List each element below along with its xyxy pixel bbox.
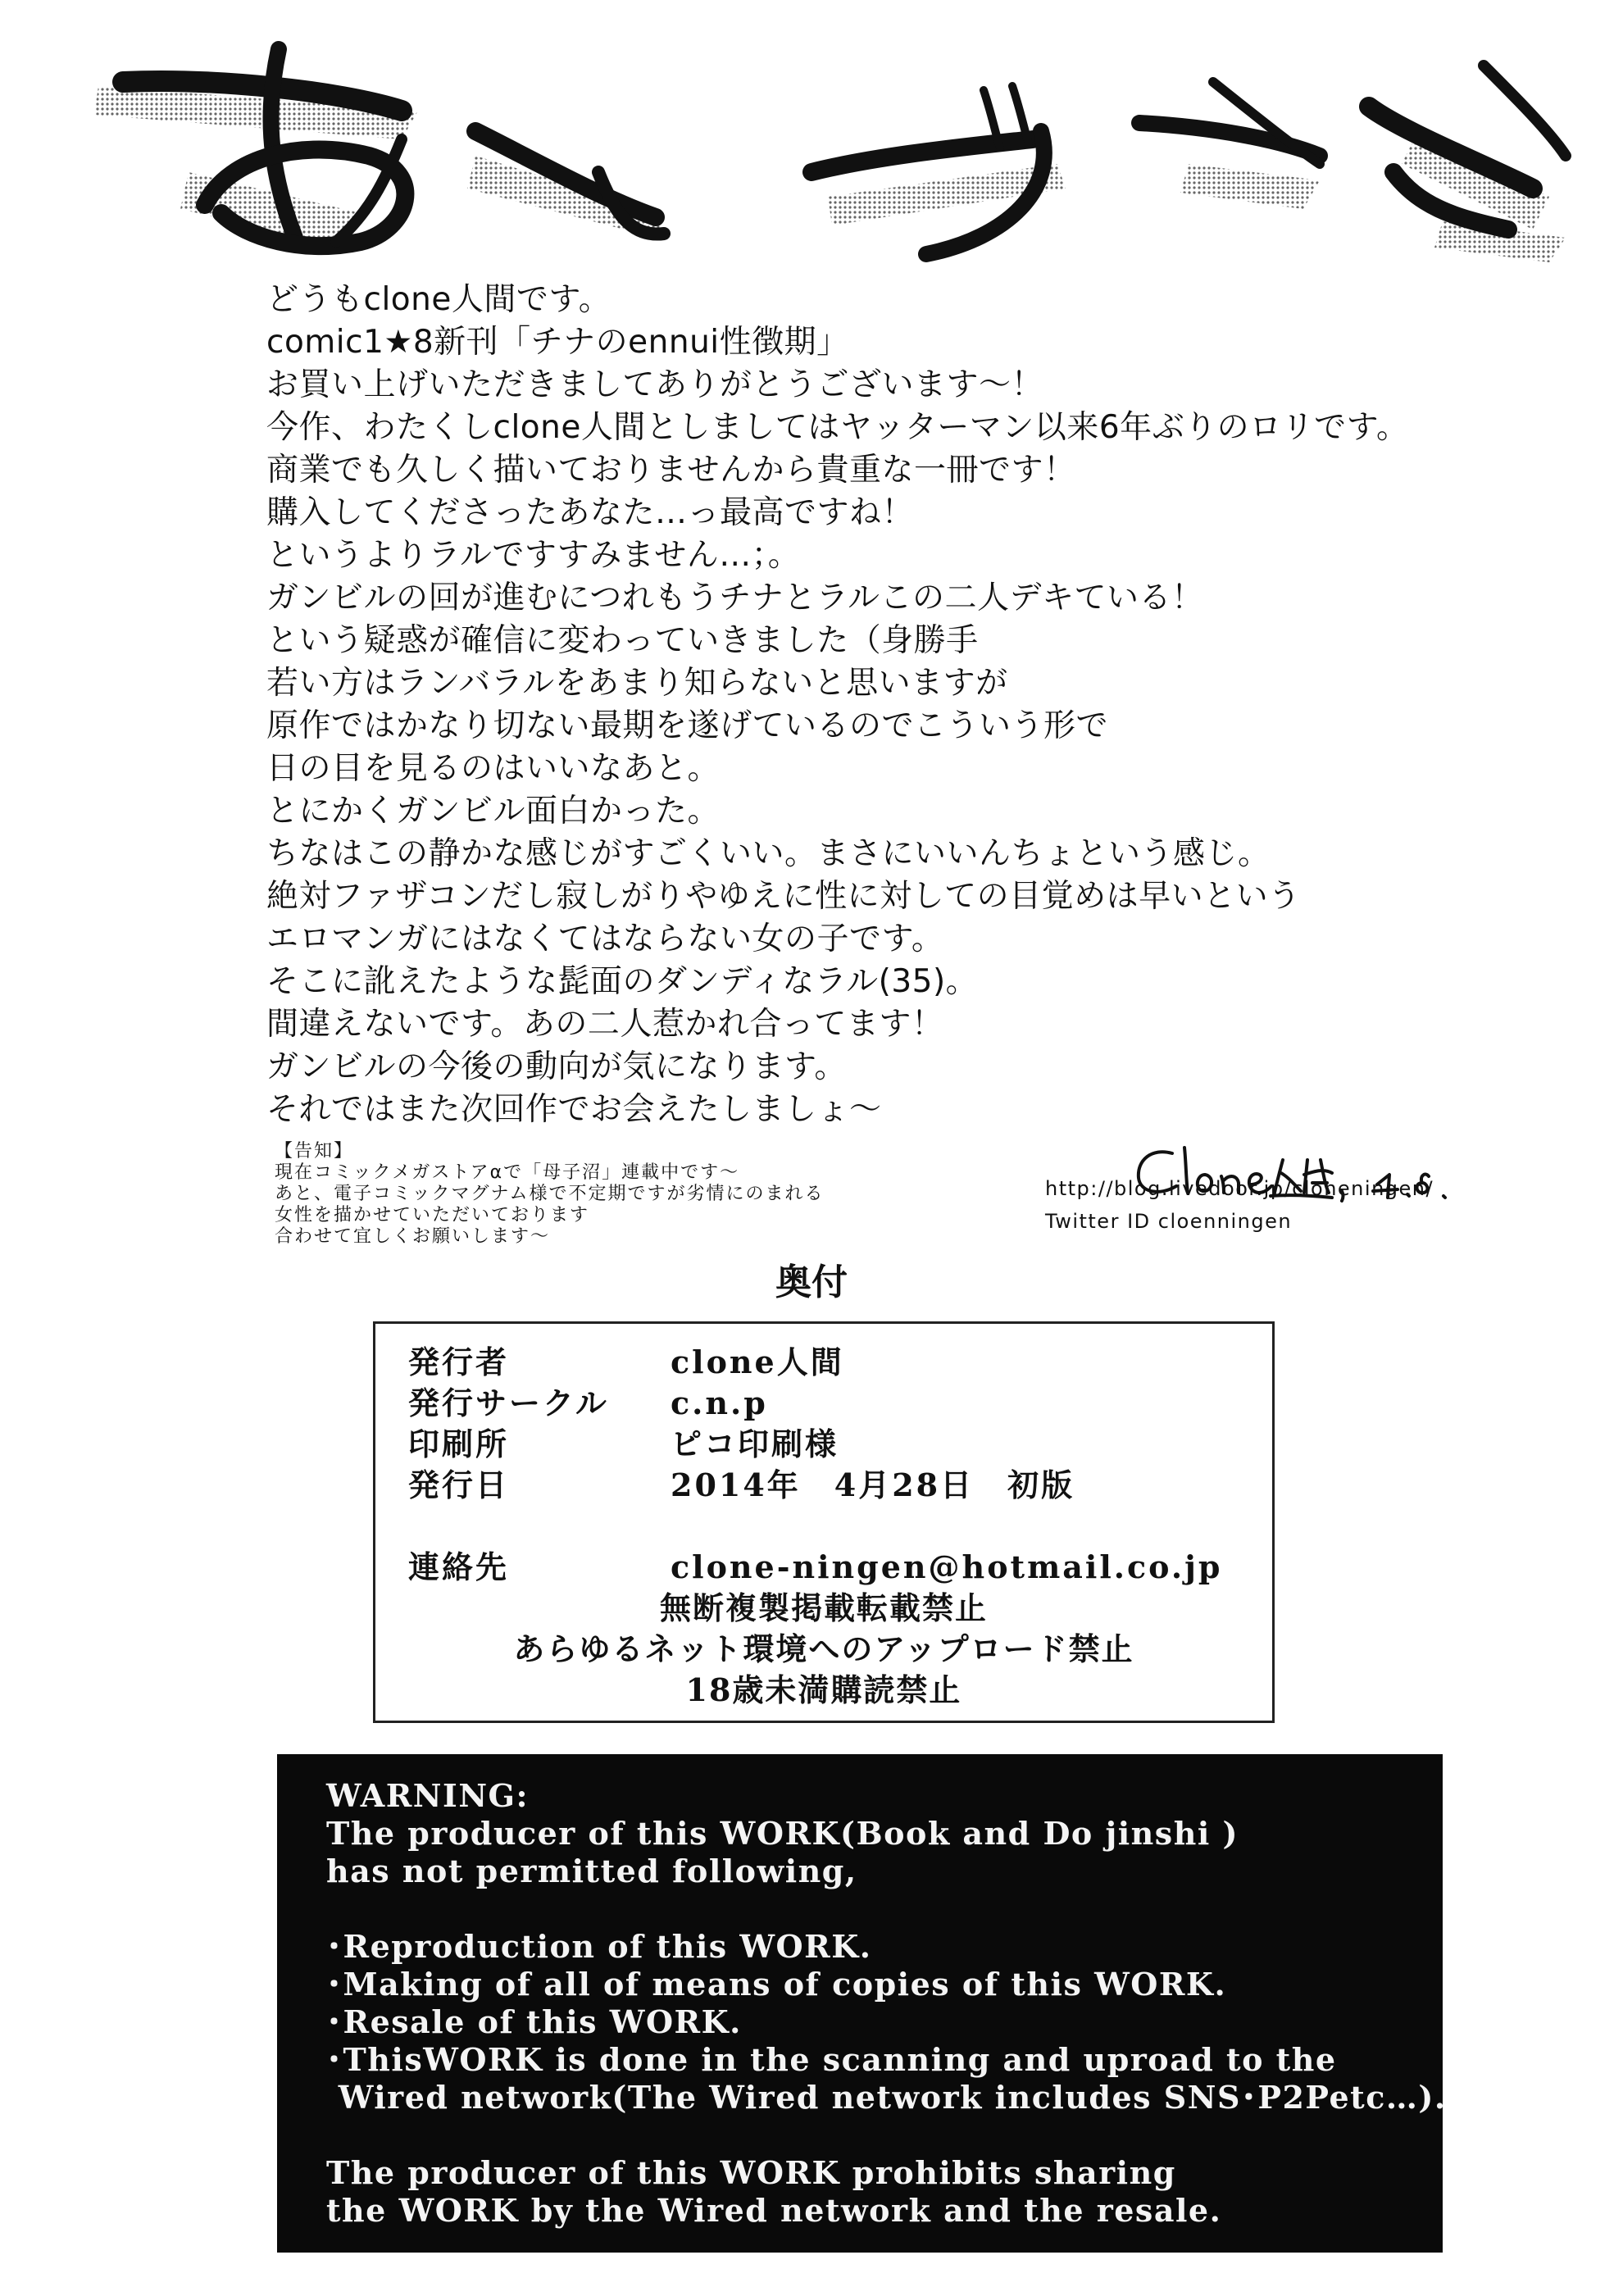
colophon-row-printer — [408, 1424, 839, 1465]
colophon-box — [373, 1321, 1275, 1723]
colophon-value: 2014年 4月28日 初版 — [671, 1466, 1075, 1503]
message-line: 商業でも久しく描いておりませんから貴重な一冊です！ — [266, 452, 1076, 489]
message-line: ガンビルの回が進むにつれもうチナとラルこの二人デキている！ — [266, 580, 1204, 616]
message-line: とにかくガンビル面白かった。 — [266, 793, 721, 830]
warning-item: ･ThisWORK is done in the scanning and uproad to the — [326, 2041, 1337, 2078]
warning-spacer — [326, 1890, 1443, 1928]
warning-spacer — [326, 2116, 1443, 2154]
message-line: 今作、わたくしclone人間としましてはヤッターマン以来6年ぶりのロリです。 — [266, 409, 1409, 446]
colophon-value: c.n.p — [671, 1384, 768, 1421]
warning-box — [277, 1754, 1447, 2253]
notice-line: あと、電子コミックマグナム様で不定期ですが劣情にのまれる — [275, 1184, 825, 1204]
colophon-row-date — [408, 1465, 1075, 1506]
message-line: という疑惑が確信に変わっていきました（身勝手 — [266, 622, 979, 659]
message-line: ちなはこの静かな感じがすごくいい。まさにいいんちょという感じ。 — [266, 835, 1271, 872]
colophon-row-circle — [408, 1383, 768, 1424]
warning-intro-line: has not permitted following, — [326, 1853, 857, 1889]
warning-item: ･Resale of this WORK. — [326, 2003, 742, 2040]
message-line: そこに訛えたような髭面のダンディなラル(35)。 — [266, 963, 979, 1000]
message-line: ガンビルの今後の動向が気になります。 — [266, 1048, 847, 1085]
message-line: 日の目を見るのはいいなあと。 — [266, 750, 721, 787]
colophon-key: 発行日 — [408, 1466, 510, 1503]
message-line: 原作ではかなり切ない最期を遂げているのでこういう形で — [266, 707, 1109, 744]
colophon-key: 発行サークル — [408, 1384, 609, 1421]
colophon-heading: 奥付 — [775, 1262, 848, 1303]
colophon-key: 印刷所 — [408, 1425, 510, 1462]
colophon-key: 連絡先 — [408, 1548, 510, 1585]
notice-line: 合わせて宜しくお願いします～ — [275, 1226, 551, 1247]
afterword-message — [266, 279, 1545, 1131]
message-line: それではまた次回作でお会えたしましょ～ — [266, 1091, 882, 1128]
blog-url[interactable]: http://blog.livedoor.jp/cloneningen/ — [1045, 1177, 1434, 1200]
notice-heading: 【告知】 — [275, 1141, 354, 1162]
warning-item: Wired network(The Wired network includes SNS･P2Petc…). — [326, 2079, 1447, 2116]
afterword-title-art — [90, 33, 1623, 279]
warning-intro-line: The producer of this WORK(Book and Do jinshi ) — [326, 1815, 1239, 1852]
message-line: というよりラルですすみません…；。 — [266, 537, 801, 574]
message-line: 若い方はランバラルをあまり知らないと思いますが — [266, 665, 1008, 702]
message-line: どうもclone人間です。 — [266, 281, 611, 318]
message-line: 絶対ファザコンだし寂しがりやゆえに性に対しての目覚めは早いという — [266, 878, 1301, 915]
contact-email[interactable]: clone-ningen@hotmail.co.jp — [671, 1548, 1223, 1585]
colophon-row-contact — [408, 1547, 1222, 1588]
notice-block — [275, 1141, 1012, 1248]
message-line: エロマンガにはなくてはならない女の子です。 — [266, 921, 944, 957]
warning-item: ･Reproduction of this WORK. — [326, 1928, 872, 1965]
warning-closing-line: The producer of this WORK prohibits sharing — [326, 2154, 1176, 2191]
warning-heading: WARNING: — [326, 1777, 530, 1814]
colophon-value: ピコ印刷様 — [671, 1425, 839, 1462]
prohibition-line: あらゆるネット環境へのアップロード禁止 — [513, 1630, 1134, 1667]
warning-item: ･Making of all of means of copies of this WORK. — [326, 1966, 1227, 2003]
message-line: 購入してくださったあなた…っ最高ですね！ — [266, 494, 915, 531]
warning-closing-line: the WORK by the Wired network and the resale. — [326, 2192, 1222, 2229]
prohibition-line: 18歳未満購読禁止 — [685, 1671, 962, 1708]
author-links — [1045, 1172, 1434, 1238]
notice-line: 女性を描かせていただいております — [275, 1205, 590, 1225]
message-line: 間違えないです。あの二人惹かれ合ってます！ — [266, 1006, 944, 1043]
message-line: お買い上げいただきましてありがとうございます～！ — [266, 366, 1044, 403]
colophon-key: 発行者 — [408, 1344, 510, 1380]
message-line: comic1★8新刊「チナのennui性徴期」 — [266, 324, 849, 361]
prohibition-line: 無断複製掲載転載禁止 — [659, 1589, 988, 1626]
colophon-value: clone人間 — [671, 1344, 844, 1380]
notice-line: 現在コミックメガストアαで「母子沼」連載中です～ — [275, 1162, 740, 1183]
colophon-row-publisher — [408, 1342, 844, 1383]
twitter-id: Twitter ID cloenningen — [1045, 1210, 1293, 1233]
